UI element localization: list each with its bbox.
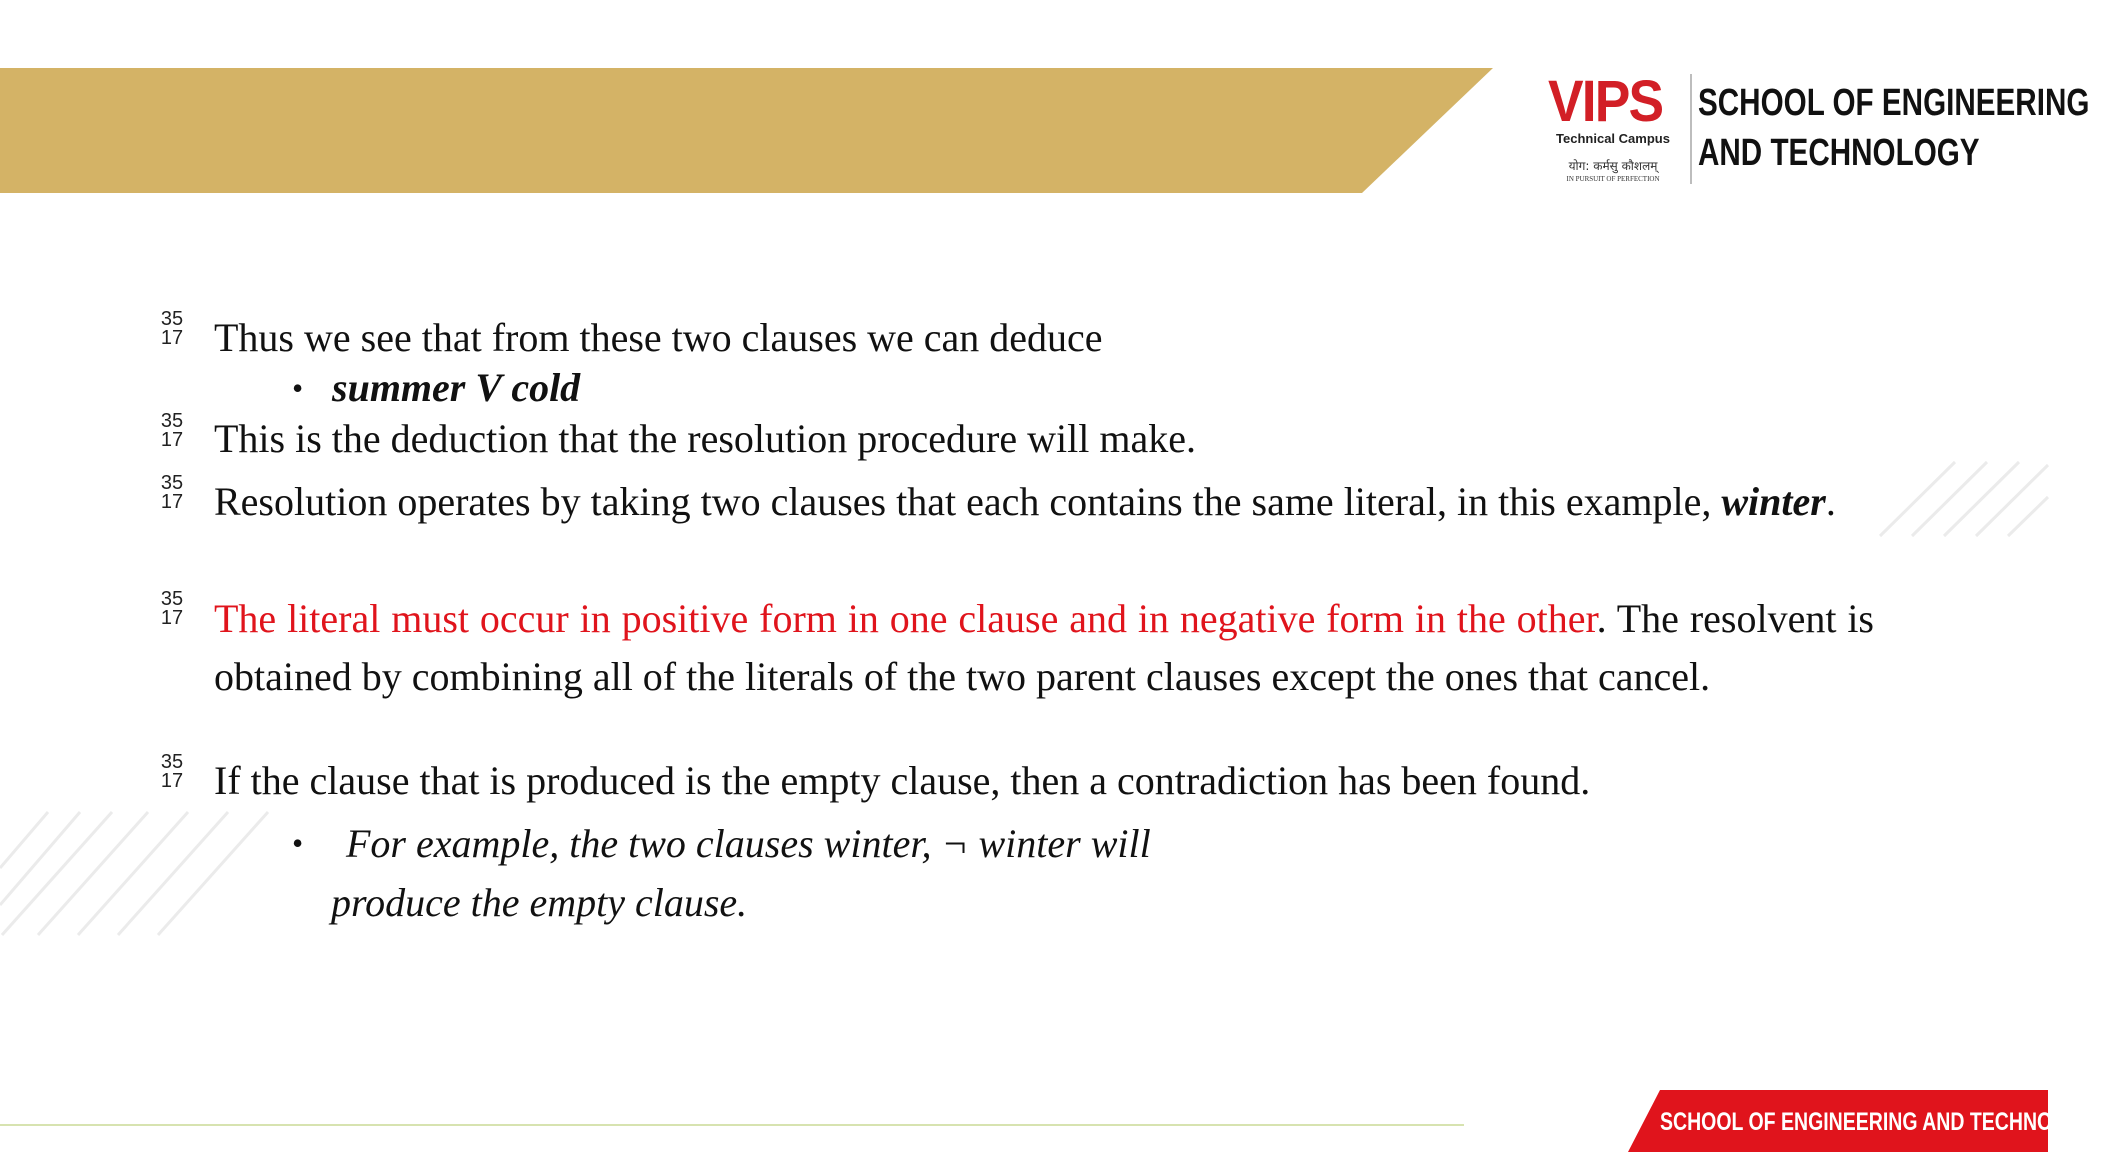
slide-point-4 bbox=[214, 590, 1874, 706]
slide-point-3-text: Resolution operates by taking two clauses that each contains the same literal, in this example, bbox=[214, 479, 1712, 524]
slide-point-2: This is the deduction that the resolution procedure will make. bbox=[214, 416, 1196, 461]
sub-bullet-dot: • bbox=[292, 370, 304, 406]
sub-point-example-line2: produce the empty clause. bbox=[331, 880, 748, 925]
sub-point-summer-cold: summer V cold bbox=[332, 365, 581, 410]
emphasis-winter: winter bbox=[1721, 479, 1826, 524]
bullet-marker: 35 17 bbox=[160, 472, 184, 513]
campus-label: Technical Campus bbox=[1556, 131, 1670, 146]
slide-point-1: Thus we see that from these two clauses we can deduce bbox=[214, 315, 1103, 360]
bullet-marker: 35 17 bbox=[160, 410, 184, 451]
tagline-hindi: योग: कर्मसु कौशलम् bbox=[1568, 159, 1658, 173]
bullet-marker: 35 17 bbox=[160, 308, 184, 349]
school-name-line1: SCHOOL OF ENGINEERING bbox=[1698, 82, 2090, 124]
slide-point-4-text: . The resolvent is obtained by combining all of the literals of the two parent clauses except the ones that cancel. bbox=[214, 596, 1875, 699]
footer-school-name: SCHOOL OF ENGINEERING AND TECHNOLOGY bbox=[1660, 1108, 2107, 1136]
slide-point-5: If the clause that is produced is the empty clause, then a contradiction has been found. bbox=[214, 758, 1591, 803]
highlight-red-text: The literal must occur in positive form in one clause and in negative form in the other bbox=[214, 596, 1597, 641]
school-name-line2: AND TECHNOLOGY bbox=[1698, 132, 1980, 174]
tagline-english: IN PURSUIT OF PERFECTION bbox=[1566, 175, 1660, 183]
slide-point-3 bbox=[214, 473, 1874, 531]
sub-point-example-line1: For example, the two clauses winter, ¬ winter will bbox=[346, 821, 1151, 866]
vips-logo-text: VIPS bbox=[1548, 69, 1663, 134]
bullet-marker: 35 17 bbox=[160, 751, 184, 792]
slide-point-3-tail: . bbox=[1825, 479, 1836, 524]
sub-bullet-dot: • bbox=[292, 825, 304, 861]
bullet-marker: 35 17 bbox=[160, 588, 184, 629]
